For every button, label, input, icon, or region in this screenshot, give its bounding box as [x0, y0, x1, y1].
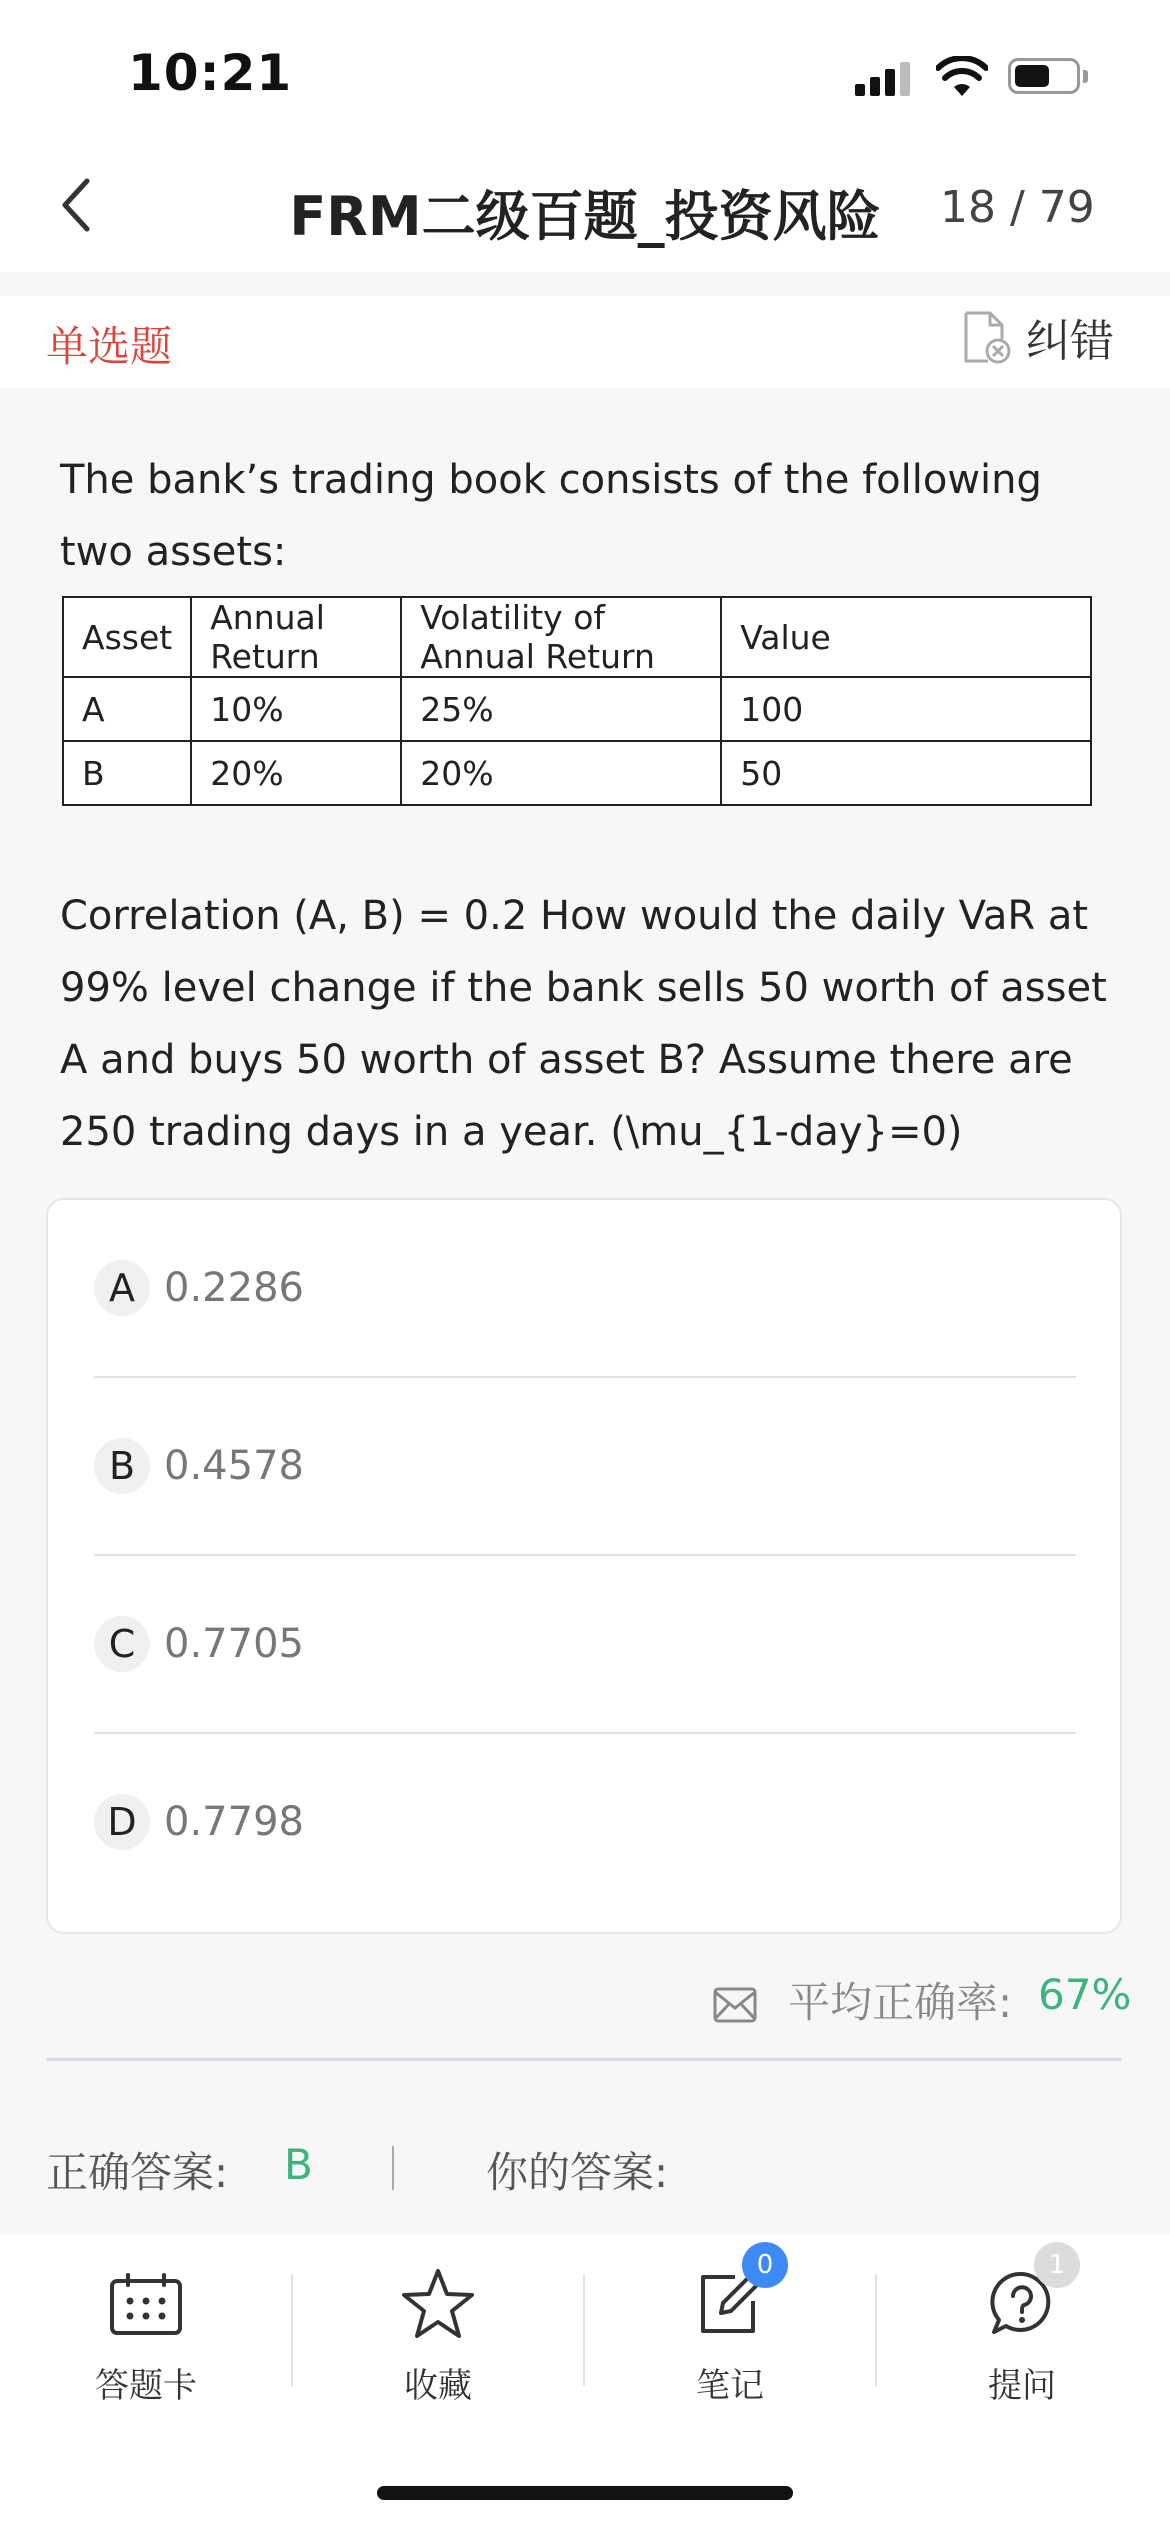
- nav-header: [0, 140, 1170, 272]
- table-row: [63, 677, 1091, 741]
- table-cell: 20%: [401, 741, 721, 805]
- table-header-cell: Annual Return: [191, 597, 401, 677]
- envelope-icon: [712, 1986, 758, 2024]
- favorite-label: 收藏: [404, 2366, 472, 2406]
- cellular-signal-icon: [855, 60, 915, 96]
- option-text: 0.7705: [164, 1621, 304, 1667]
- battery-icon: [1008, 58, 1080, 94]
- asset-table: [62, 596, 1092, 806]
- ask-question-button[interactable]: [876, 2250, 1168, 2434]
- question-body: Correlation (A, B) = 0.2 How would the daily VaR at 99% level change if the bank sells 50 worth of asset A and buys 50 worth of asset B? Assume there are 250 trading days in a year. (\mu_{1-day}=0): [60, 893, 1107, 1155]
- option-b[interactable]: [94, 1378, 1076, 1554]
- question-intro: The bank’s trading book consists of the following two assets:: [60, 457, 1042, 575]
- star-icon: [400, 2267, 476, 2341]
- answer-row: [0, 2140, 1170, 2210]
- table-header-row: [63, 597, 1091, 677]
- table-header-cell: Value: [721, 597, 1091, 677]
- table-header-cell: Volatility of Annual Return: [401, 597, 721, 677]
- wifi-icon: [936, 56, 988, 98]
- report-doc-icon: [960, 309, 1012, 365]
- note-label: 笔记: [696, 2366, 764, 2406]
- option-letter: B: [94, 1438, 150, 1494]
- correct-answer-label: 正确答案:: [46, 2148, 229, 2197]
- status-bar: [0, 0, 1170, 140]
- option-c[interactable]: [94, 1556, 1076, 1732]
- option-text: 0.7798: [164, 1799, 304, 1845]
- home-indicator[interactable]: [377, 2486, 793, 2500]
- options-card: [46, 1198, 1122, 1934]
- your-answer-label: 你的答案:: [486, 2148, 669, 2197]
- ask-question-label: 提问: [988, 2366, 1056, 2406]
- table-cell: 100: [721, 677, 1091, 741]
- option-d[interactable]: [94, 1734, 1076, 1910]
- option-text: 0.2286: [164, 1265, 304, 1311]
- question-type-label: 单选题: [46, 322, 173, 371]
- chevron-left-icon: [59, 177, 91, 233]
- note-button[interactable]: [584, 2250, 876, 2434]
- correct-answer-value: B: [284, 2140, 313, 2189]
- option-a[interactable]: [94, 1200, 1076, 1376]
- option-letter: A: [94, 1260, 150, 1316]
- question-progress: 18 / 79: [940, 182, 1095, 233]
- back-button[interactable]: [40, 170, 110, 240]
- answer-card-icon: [108, 2271, 184, 2337]
- table-row: [63, 741, 1091, 805]
- table-cell: 10%: [191, 677, 401, 741]
- section-divider: [46, 2058, 1122, 2061]
- note-count-badge: 0: [742, 2242, 788, 2288]
- question-count-badge: 1: [1034, 2242, 1080, 2288]
- status-time: 10:21: [128, 44, 293, 102]
- report-error-label: 纠错: [1026, 316, 1114, 367]
- option-letter: C: [94, 1616, 150, 1672]
- battery-tip: [1083, 70, 1088, 83]
- table-cell: 20%: [191, 741, 401, 805]
- question-type-bar: [0, 296, 1170, 388]
- report-error-button[interactable]: [960, 302, 1114, 372]
- table-cell: 25%: [401, 677, 721, 741]
- table-cell: B: [63, 741, 191, 805]
- table-header-cell: Asset: [63, 597, 191, 677]
- page-title: FRM二级百题_投资风险: [289, 185, 881, 248]
- answer-separator: [392, 2146, 394, 2190]
- answer-card-label: 答题卡: [95, 2366, 197, 2406]
- favorite-button[interactable]: [292, 2264, 584, 2434]
- option-text: 0.4578: [164, 1443, 304, 1489]
- accuracy-row: [0, 1936, 1170, 2060]
- table-cell: 50: [721, 741, 1091, 805]
- table-cell: A: [63, 677, 191, 741]
- option-letter: D: [94, 1794, 150, 1850]
- accuracy-label: 平均正确率:: [788, 1978, 1013, 2027]
- answer-card-button[interactable]: [0, 2264, 292, 2434]
- accuracy-value: 67%: [1038, 1970, 1132, 2019]
